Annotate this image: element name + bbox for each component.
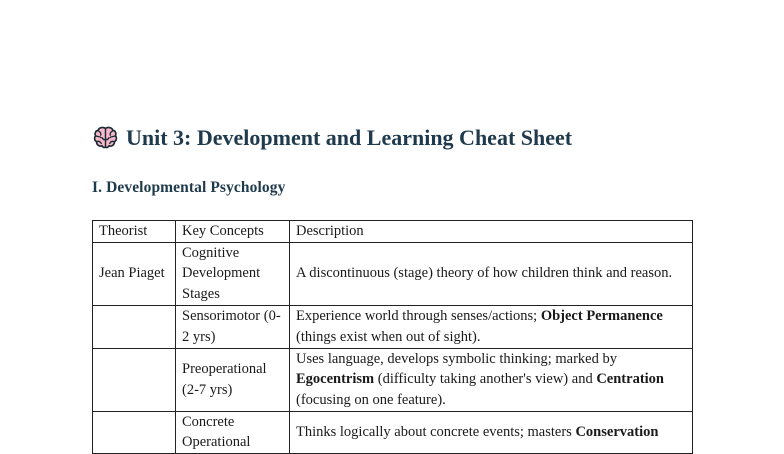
theorist-cell — [93, 348, 176, 411]
title-text: Unit 3: Development and Learning Cheat Sheet — [126, 124, 573, 150]
column-header-theorist: Theorist — [93, 221, 176, 243]
table-row — [93, 305, 693, 348]
concept-cell: Preoperational (2-7 yrs) — [176, 348, 290, 411]
theorist-cell: Jean Piaget — [93, 242, 176, 305]
theorist-table — [92, 220, 693, 454]
table-row — [93, 348, 693, 411]
table-row — [93, 411, 693, 453]
table-header-row — [93, 221, 693, 243]
page-title — [92, 124, 572, 151]
concept-cell: Sensorimotor (0-2 yrs) — [176, 305, 290, 348]
section-heading: I. Developmental Psychology — [92, 179, 286, 196]
description-cell: Experience world through senses/actions; Object Permanence (things exist when out of sight). — [290, 305, 693, 348]
description-cell: Thinks logically about concrete events; masters Conservation — [290, 411, 693, 453]
column-header-description: Description — [290, 221, 693, 243]
theorist-cell — [93, 305, 176, 348]
concept-cell: Cognitive Development Stages — [176, 242, 290, 305]
table-row — [93, 242, 693, 305]
description-cell: Uses language, develops symbolic thinking; marked by Egocentrism (difficulty taking another's view) and Centration (focusing on one feature). — [290, 348, 693, 411]
concept-cell: Concrete Operational — [176, 411, 290, 453]
description-cell: A discontinuous (stage) theory of how children think and reason. — [290, 242, 693, 305]
column-header-key-concepts: Key Concepts — [176, 221, 290, 243]
theorist-cell — [93, 411, 176, 453]
brain-icon — [92, 124, 119, 151]
